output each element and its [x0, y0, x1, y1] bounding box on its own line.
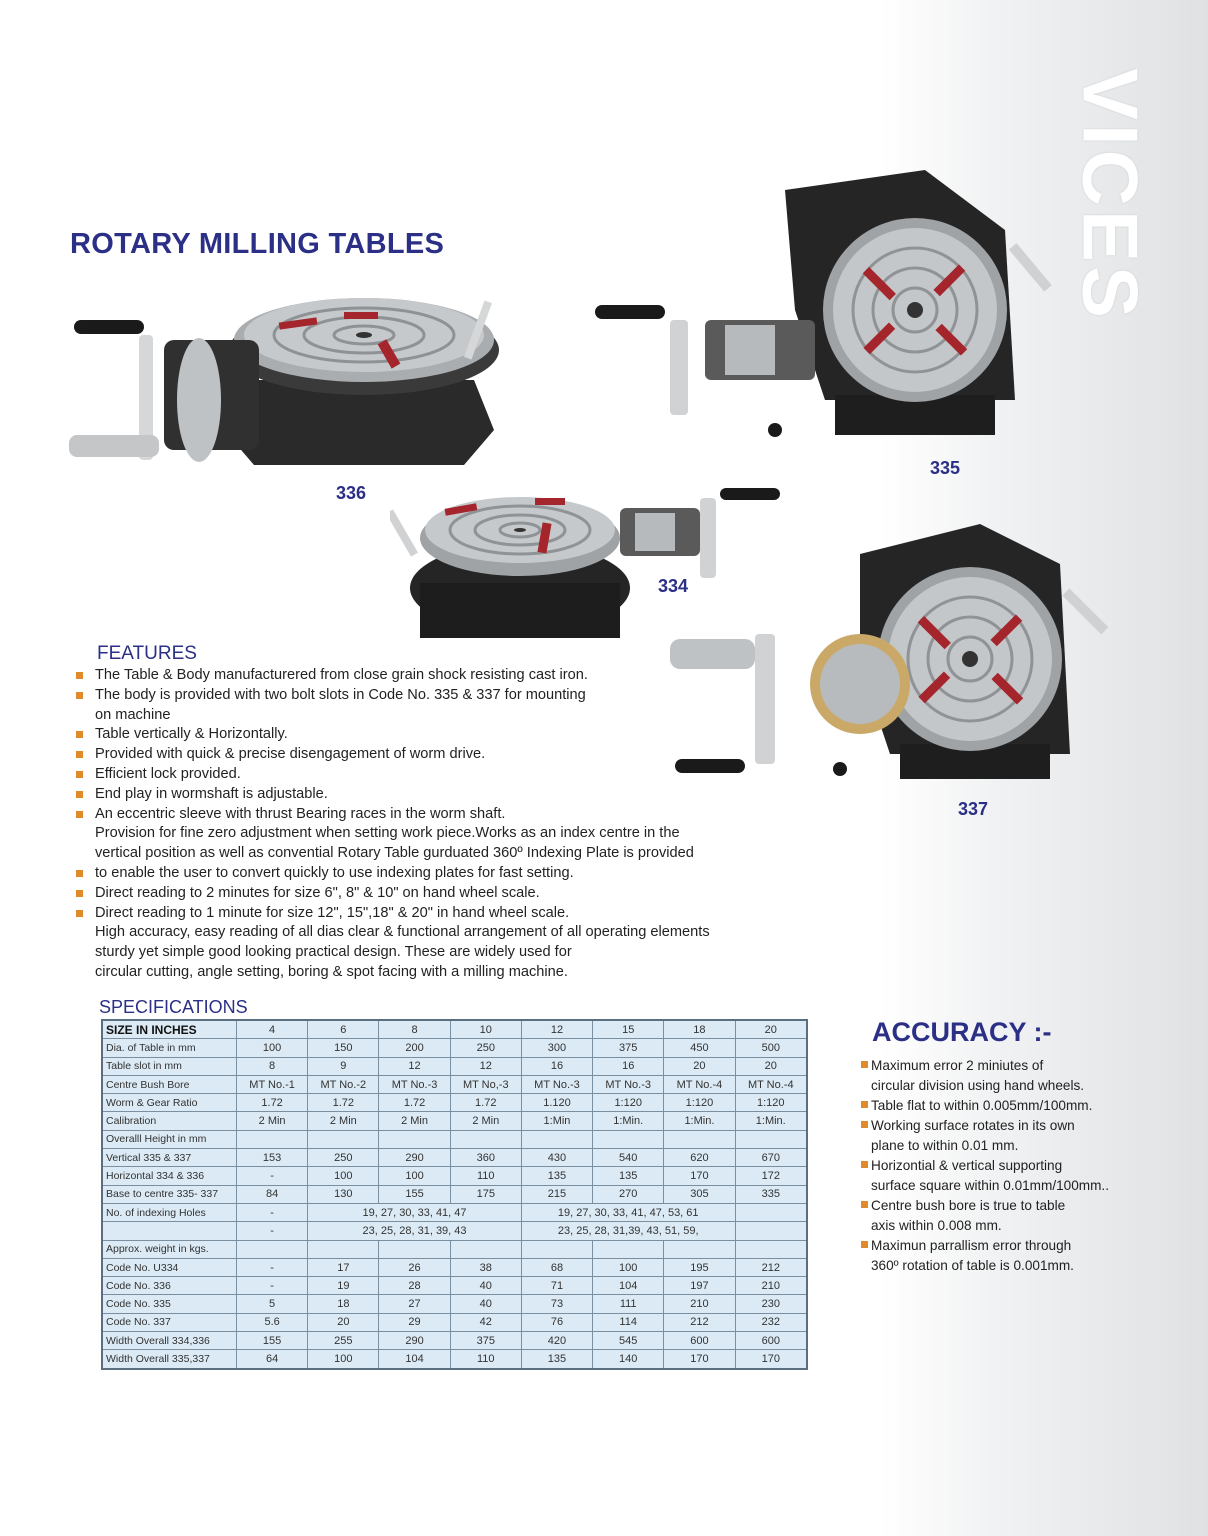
table-cell: [237, 1240, 308, 1258]
table-cell: 12: [379, 1057, 450, 1075]
row-label: [102, 1222, 237, 1240]
table-cell: 1:Min: [521, 1112, 592, 1130]
table-row: [102, 1185, 807, 1203]
table-cell: 600: [735, 1332, 807, 1350]
table-cell: 270: [593, 1185, 664, 1203]
table-cell: 23, 25, 28, 31,39, 43, 51, 59,: [521, 1222, 735, 1240]
table-cell: 430: [521, 1149, 592, 1167]
table-cell: 2 Min: [237, 1112, 308, 1130]
feature-item: [76, 706, 796, 726]
accuracy-text: Horizontial & vertical supporting: [871, 1158, 1063, 1173]
table-row: [102, 1277, 807, 1295]
table-cell: 8: [237, 1057, 308, 1075]
table-cell: [379, 1240, 450, 1258]
table-cell: 197: [664, 1277, 735, 1295]
feature-text: The body is provided with two bolt slots in Code No. 335 & 337 for mounting: [95, 686, 586, 703]
table-cell: 1.72: [308, 1094, 379, 1112]
table-cell: 290: [379, 1149, 450, 1167]
row-label: Code No. 336: [102, 1277, 237, 1295]
table-row: [102, 1020, 807, 1039]
table-cell: [735, 1130, 807, 1148]
feature-item: [76, 963, 796, 983]
accuracy-item: [860, 1216, 1150, 1236]
table-cell: 20: [735, 1057, 807, 1075]
accuracy-text: Table flat to within 0.005mm/100mm.: [871, 1098, 1093, 1113]
feature-text: Provided with quick & precise disengagement of worm drive.: [95, 746, 486, 763]
table-cell: MT No.-3: [521, 1075, 592, 1093]
table-cell: 600: [664, 1332, 735, 1350]
table-cell: 17: [308, 1258, 379, 1276]
table-cell: 1.72: [237, 1094, 308, 1112]
table-row: [102, 1039, 807, 1057]
table-cell: 450: [664, 1039, 735, 1057]
table-cell: [450, 1240, 521, 1258]
accuracy-item: [860, 1056, 1150, 1076]
table-cell: 8: [379, 1020, 450, 1039]
table-cell: 4: [237, 1020, 308, 1039]
features-heading: FEATURES: [97, 643, 197, 664]
code-label-335: 335: [930, 458, 961, 478]
bullet-icon: [76, 910, 83, 917]
table-cell: 1.72: [379, 1094, 450, 1112]
table-cell: 20: [308, 1313, 379, 1331]
table-cell: 19, 27, 30, 33, 41, 47, 53, 61: [521, 1203, 735, 1221]
row-label: Width Overall 335,337: [102, 1350, 237, 1369]
feature-item: [76, 765, 796, 785]
feature-item: [76, 686, 796, 706]
section-tab-label: VICES: [1066, 67, 1155, 323]
accuracy-text: Maximum error 2 miniutes of: [871, 1058, 1044, 1073]
code-label-336: 336: [336, 483, 367, 503]
table-row: [102, 1240, 807, 1258]
accuracy-item: [860, 1076, 1150, 1096]
table-cell: 71: [521, 1277, 592, 1295]
table-cell: [308, 1240, 379, 1258]
rotary-table-vertical-icon: [585, 170, 1085, 440]
table-cell: 100: [237, 1039, 308, 1057]
table-cell: 212: [735, 1258, 807, 1276]
table-cell: MT No.-2: [308, 1075, 379, 1093]
table-cell: 305: [664, 1185, 735, 1203]
table-row: [102, 1332, 807, 1350]
accuracy-item: [860, 1116, 1150, 1136]
feature-item: [76, 844, 796, 864]
table-cell: 2 Min: [308, 1112, 379, 1130]
table-cell: 5.6: [237, 1313, 308, 1331]
table-cell: 23, 25, 28, 31, 39, 43: [308, 1222, 522, 1240]
table-cell: 172: [735, 1167, 807, 1185]
feature-item: [76, 745, 796, 765]
row-label: Vertical 335 & 337: [102, 1149, 237, 1167]
accuracy-item: [860, 1236, 1150, 1256]
row-label: Code No. 335: [102, 1295, 237, 1313]
table-cell: 9: [308, 1057, 379, 1075]
table-cell: [735, 1222, 807, 1240]
table-cell: 1.120: [521, 1094, 592, 1112]
table-row: [102, 1258, 807, 1276]
table-cell: 16: [593, 1057, 664, 1075]
table-cell: 5: [237, 1295, 308, 1313]
table-cell: 290: [379, 1332, 450, 1350]
table-cell: [735, 1203, 807, 1221]
table-cell: 130: [308, 1185, 379, 1203]
table-cell: 40: [450, 1295, 521, 1313]
table-cell: 250: [308, 1149, 379, 1167]
table-cell: 540: [593, 1149, 664, 1167]
table-cell: 375: [450, 1332, 521, 1350]
feature-item: [76, 864, 796, 884]
table-cell: [379, 1130, 450, 1148]
table-cell: 19, 27, 30, 33, 41, 47: [308, 1203, 522, 1221]
feature-text: Table vertically & Horizontally.: [95, 726, 288, 743]
feature-item: [76, 666, 796, 686]
table-cell: 26: [379, 1258, 450, 1276]
table-cell: 12: [450, 1057, 521, 1075]
table-cell: 1:120: [664, 1094, 735, 1112]
bullet-icon: [76, 811, 83, 818]
accuracy-item: [860, 1176, 1150, 1196]
accuracy-item: [860, 1096, 1150, 1116]
bullet-icon: [76, 771, 83, 778]
table-cell: 420: [521, 1332, 592, 1350]
table-row: [102, 1057, 807, 1075]
table-cell: 29: [379, 1313, 450, 1331]
table-cell: -: [237, 1222, 308, 1240]
specifications-table: [101, 1019, 808, 1370]
table-cell: 212: [664, 1313, 735, 1331]
feature-text: End play in wormshaft is adjustable.: [95, 785, 328, 802]
accuracy-text: axis within 0.008 mm.: [871, 1218, 1002, 1233]
table-cell: [237, 1130, 308, 1148]
table-cell: 375: [593, 1039, 664, 1057]
feature-item: [76, 943, 796, 963]
table-cell: 1:Min.: [593, 1112, 664, 1130]
row-label: Dia. of Table in mm: [102, 1039, 237, 1057]
accuracy-text: surface square within 0.01mm/100mm..: [871, 1178, 1109, 1193]
feature-text: Efficient lock provided.: [95, 765, 241, 782]
table-cell: 15: [593, 1020, 664, 1039]
table-cell: 20: [735, 1020, 807, 1039]
table-cell: 1:Min.: [664, 1112, 735, 1130]
table-row: [102, 1313, 807, 1331]
table-cell: 110: [450, 1167, 521, 1185]
feature-item: [76, 805, 796, 825]
feature-item: [76, 725, 796, 745]
table-cell: [593, 1130, 664, 1148]
accuracy-list: [860, 1056, 1150, 1276]
table-cell: 135: [521, 1167, 592, 1185]
table-row: [102, 1094, 807, 1112]
table-row: [102, 1075, 807, 1093]
table-cell: 1:120: [593, 1094, 664, 1112]
table-cell: 18: [308, 1295, 379, 1313]
table-cell: 300: [521, 1039, 592, 1057]
table-cell: -: [237, 1258, 308, 1276]
table-cell: 1:120: [735, 1094, 807, 1112]
table-cell: 1:Min.: [735, 1112, 807, 1130]
table-cell: 215: [521, 1185, 592, 1203]
table-cell: 19: [308, 1277, 379, 1295]
row-label: Approx. weight in kgs.: [102, 1240, 237, 1258]
table-cell: 170: [664, 1167, 735, 1185]
table-cell: MT No.-3: [379, 1075, 450, 1093]
table-cell: 40: [450, 1277, 521, 1295]
feature-item: [76, 923, 796, 943]
accuracy-heading: ACCURACY :-: [872, 1017, 1052, 1047]
accuracy-item: [860, 1196, 1150, 1216]
table-cell: 110: [450, 1350, 521, 1369]
table-cell: 2 Min: [379, 1112, 450, 1130]
feature-text: The Table & Body manufacturered from close grain shock resisting cast iron.: [95, 667, 588, 683]
table-row: [102, 1149, 807, 1167]
table-cell: 100: [379, 1167, 450, 1185]
table-cell: 104: [379, 1350, 450, 1369]
table-cell: 155: [379, 1185, 450, 1203]
bullet-icon: [76, 870, 83, 877]
table-row: [102, 1167, 807, 1185]
feature-text: Direct reading to 2 minutes for size 6", 8" & 10" on hand wheel scale.: [95, 884, 540, 901]
table-cell: 10: [450, 1020, 521, 1039]
table-cell: 16: [521, 1057, 592, 1075]
table-cell: 42: [450, 1313, 521, 1331]
table-cell: 104: [593, 1277, 664, 1295]
table-row: [102, 1112, 807, 1130]
table-cell: 100: [308, 1350, 379, 1369]
bullet-icon: [76, 791, 83, 798]
product-image-335: [585, 170, 1085, 440]
table-cell: 670: [735, 1149, 807, 1167]
bullet-icon: [76, 751, 83, 758]
row-label: Horizontal 334 & 336: [102, 1167, 237, 1185]
features-list: [76, 666, 796, 983]
feature-text: sturdy yet simple good looking practical design. These are widely used for: [95, 944, 572, 961]
bullet-icon: [76, 890, 83, 897]
table-cell: -: [237, 1167, 308, 1185]
table-cell: -: [237, 1203, 308, 1221]
table-cell: 114: [593, 1313, 664, 1331]
accuracy-text: Maximun parrallism error through: [871, 1238, 1072, 1253]
feature-text: to enable the user to convert quickly to use indexing plates for fast setting.: [95, 864, 574, 881]
table-cell: MT No,-3: [450, 1075, 521, 1093]
table-row: [102, 1222, 807, 1240]
specifications-heading: SPECIFICATIONS: [99, 997, 248, 1017]
bullet-icon: [861, 1161, 868, 1168]
table-cell: 6: [308, 1020, 379, 1039]
table-cell: 500: [735, 1039, 807, 1057]
table-cell: 210: [664, 1295, 735, 1313]
table-cell: 620: [664, 1149, 735, 1167]
bullet-icon: [76, 672, 83, 679]
table-cell: 68: [521, 1258, 592, 1276]
table-row: [102, 1350, 807, 1369]
table-cell: 153: [237, 1149, 308, 1167]
feature-text: vertical position as well as convential Rotary Table gurduated 360º Indexing Plate is provided: [95, 845, 694, 862]
table-cell: 170: [735, 1350, 807, 1369]
table-cell: 232: [735, 1313, 807, 1331]
feature-item: [76, 785, 796, 805]
accuracy-item: [860, 1156, 1150, 1176]
table-cell: MT No.-4: [735, 1075, 807, 1093]
table-cell: 38: [450, 1258, 521, 1276]
accuracy-text: Working surface rotates in its own: [871, 1118, 1075, 1133]
table-cell: 255: [308, 1332, 379, 1350]
table-cell: [308, 1130, 379, 1148]
table-cell: 1.72: [450, 1094, 521, 1112]
feature-text: on machine: [95, 706, 171, 723]
table-cell: 100: [308, 1167, 379, 1185]
feature-text: Provision for fine zero adjustment when setting work piece.Works as an index centre in the: [95, 825, 680, 842]
table-cell: [593, 1240, 664, 1258]
row-label: SIZE IN INCHES: [102, 1020, 237, 1039]
table-row: [102, 1130, 807, 1148]
accuracy-item: [860, 1136, 1150, 1156]
table-cell: 335: [735, 1185, 807, 1203]
table-cell: 64: [237, 1350, 308, 1369]
table-cell: [450, 1130, 521, 1148]
table-cell: 100: [593, 1258, 664, 1276]
accuracy-text: 360º rotation of table is 0.001mm.: [871, 1258, 1074, 1273]
feature-item: [76, 884, 796, 904]
table-cell: [521, 1130, 592, 1148]
table-cell: [521, 1240, 592, 1258]
accuracy-item: [860, 1256, 1150, 1276]
table-row: [102, 1203, 807, 1221]
row-label: Table slot in mm: [102, 1057, 237, 1075]
table-cell: 155: [237, 1332, 308, 1350]
rotary-table-horizontal-icon: [64, 280, 504, 480]
table-cell: 545: [593, 1332, 664, 1350]
table-cell: 27: [379, 1295, 450, 1313]
table-cell: MT No.-4: [664, 1075, 735, 1093]
table-cell: 230: [735, 1295, 807, 1313]
table-cell: 175: [450, 1185, 521, 1203]
accuracy-text: Centre bush bore is true to table: [871, 1198, 1066, 1213]
table-cell: 250: [450, 1039, 521, 1057]
row-label: Code No. 337: [102, 1313, 237, 1331]
code-label-334: 334: [658, 576, 689, 596]
table-cell: 150: [308, 1039, 379, 1057]
row-label: Centre Bush Bore: [102, 1075, 237, 1093]
table-cell: 76: [521, 1313, 592, 1331]
feature-item: [76, 904, 796, 924]
table-cell: 20: [664, 1057, 735, 1075]
table-cell: 360: [450, 1149, 521, 1167]
bullet-icon: [861, 1121, 868, 1128]
table-cell: MT No.-1: [237, 1075, 308, 1093]
row-label: Width Overall 334,336: [102, 1332, 237, 1350]
bullet-icon: [76, 692, 83, 699]
table-cell: [664, 1240, 735, 1258]
row-label: Worm & Gear Ratio: [102, 1094, 237, 1112]
table-cell: 195: [664, 1258, 735, 1276]
table-cell: [735, 1240, 807, 1258]
table-cell: -: [237, 1277, 308, 1295]
table-cell: 18: [664, 1020, 735, 1039]
bullet-icon: [861, 1201, 868, 1208]
table-cell: 135: [521, 1350, 592, 1369]
table-cell: 135: [593, 1167, 664, 1185]
feature-item: [76, 824, 796, 844]
row-label: No. of indexing Holes: [102, 1203, 237, 1221]
row-label: Code No. U334: [102, 1258, 237, 1276]
table-cell: 84: [237, 1185, 308, 1203]
row-label: Calibration: [102, 1112, 237, 1130]
table-cell: 200: [379, 1039, 450, 1057]
table-cell: 170: [664, 1350, 735, 1369]
feature-text: An eccentric sleeve with thrust Bearing races in the worm shaft.: [95, 805, 506, 822]
table-cell: 210: [735, 1277, 807, 1295]
table-row: [102, 1295, 807, 1313]
accuracy-text: circular division using hand wheels.: [871, 1078, 1085, 1093]
table-cell: 12: [521, 1020, 592, 1039]
bullet-icon: [861, 1241, 868, 1248]
page-title: ROTARY MILLING TABLES: [70, 228, 445, 260]
table-cell: 28: [379, 1277, 450, 1295]
table-cell: 140: [593, 1350, 664, 1369]
feature-text: Direct reading to 1 minute for size 12", 15",18" & 20" in hand wheel scale.: [95, 904, 570, 921]
table-cell: 73: [521, 1295, 592, 1313]
product-image-336: [64, 280, 504, 480]
feature-text: High accuracy, easy reading of all dias clear & functional arrangement of all operating elements: [95, 924, 710, 941]
feature-text: circular cutting, angle setting, boring & spot facing with a milling machine.: [95, 963, 568, 980]
bullet-icon: [76, 731, 83, 738]
bullet-icon: [861, 1061, 868, 1068]
table-cell: 111: [593, 1295, 664, 1313]
code-label-337: 337: [958, 799, 989, 819]
table-cell: MT No.-3: [593, 1075, 664, 1093]
table-cell: [664, 1130, 735, 1148]
row-label: Base to centre 335- 337: [102, 1185, 237, 1203]
table-cell: 2 Min: [450, 1112, 521, 1130]
accuracy-text: plane to within 0.01 mm.: [871, 1138, 1019, 1153]
bullet-icon: [861, 1101, 868, 1108]
row-label: Overalll Height in mm: [102, 1130, 237, 1148]
